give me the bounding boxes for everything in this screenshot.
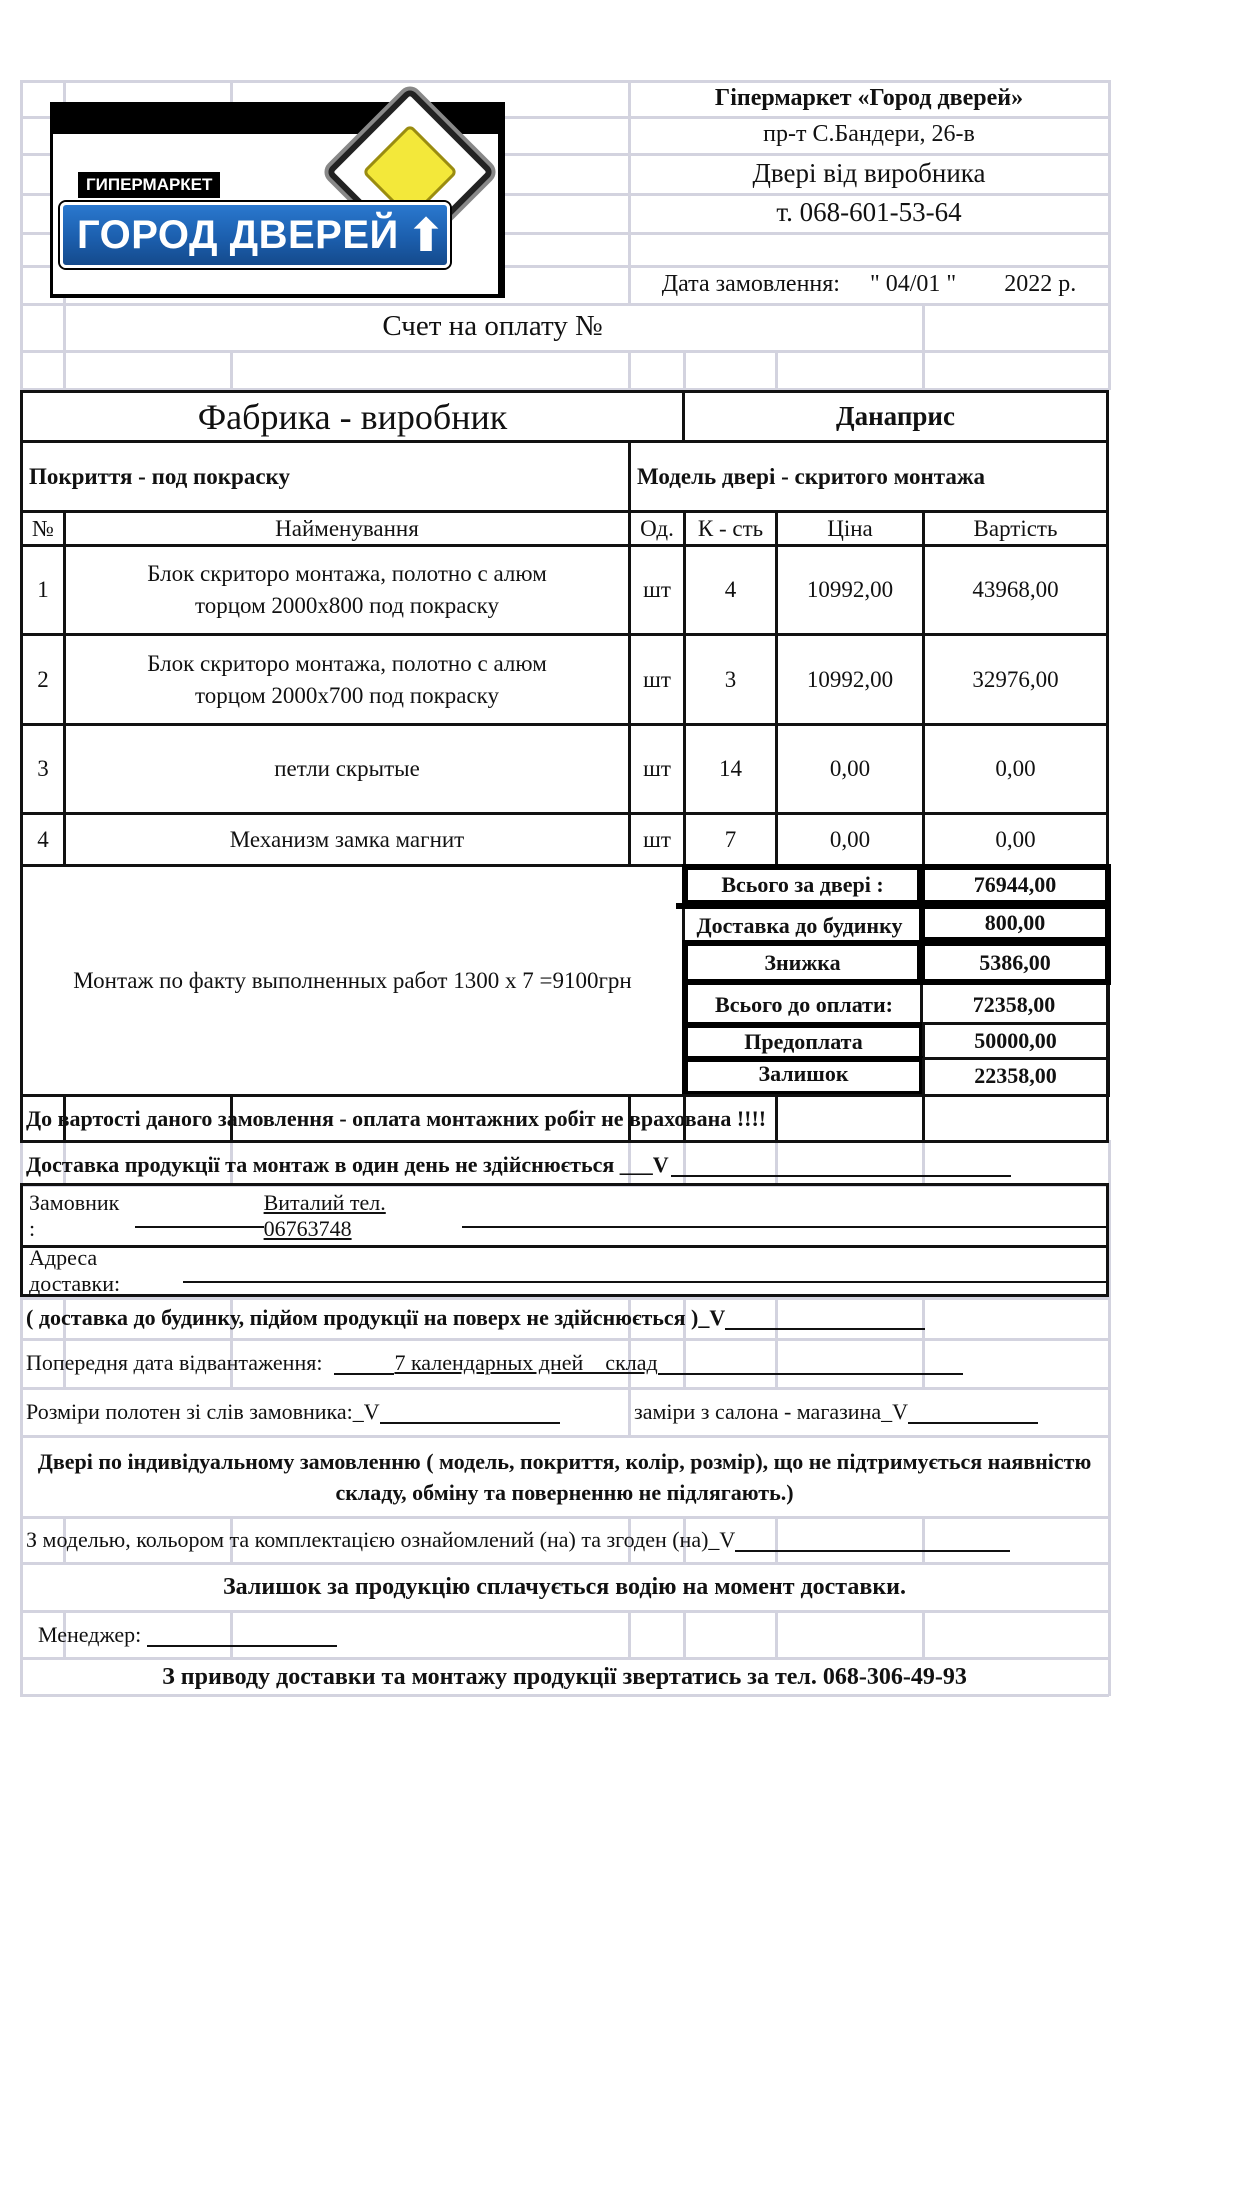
order-date-label: Дата замовлення:: [661, 270, 840, 297]
store-slogan: Двері від виробника: [752, 157, 986, 188]
row-unit: шт: [628, 723, 686, 815]
customer-label: Замовник :: [29, 1189, 120, 1241]
store-name: Гіпермаркет «Город дверей»: [714, 84, 1024, 111]
store-phone: т. 068-601-53-64: [776, 197, 962, 227]
manager-label: Менеджер:: [38, 1621, 142, 1647]
total-label: Всього до оплати:: [682, 985, 923, 1025]
row-total: 43968,00: [922, 544, 1109, 636]
total-value: 22358,00: [922, 1058, 1109, 1097]
row-price: 10992,00: [775, 633, 925, 726]
logo-brand-text: ГОРОД ДВЕРЕЙ: [77, 212, 399, 257]
order-date-row: [630, 265, 1108, 303]
row-qty: 3: [683, 633, 778, 726]
logo-brand-plate: [60, 202, 450, 268]
installation-note: Монтаж по факту выполненных работ 1300 х 7 =9100грн: [20, 864, 685, 1097]
row-number: 1: [20, 544, 66, 636]
row-price: 10992,00: [775, 544, 925, 636]
delivery-address-label: Адреса доставки:: [29, 1245, 121, 1296]
row-number: 2: [20, 633, 66, 726]
row-number: 3: [20, 723, 66, 815]
col-header-name: Найменування: [63, 510, 631, 547]
up-arrow-icon: ⬆: [406, 208, 446, 262]
total-value: 50000,00: [922, 1022, 1109, 1060]
sizes-customer-row: Розміри полотен зі слів замовника:_V: [26, 1389, 626, 1434]
coating-label: Покриття - под покраску: [20, 440, 631, 513]
col-header-qty: К - сть: [683, 510, 778, 547]
total-label: Залишок: [682, 1056, 923, 1097]
order-year: 2022 р.: [1004, 270, 1077, 297]
total-label: Предоплата: [682, 1022, 923, 1062]
factory-name: Данаприс: [682, 390, 1109, 443]
total-value: 72358,00: [922, 985, 1109, 1025]
total-label: Всього за двері :: [682, 864, 923, 906]
total-value: 800,00: [919, 903, 1111, 943]
no-lift-note: ( доставка до будинку, підйом продукції на поверх не здійснюється )_V: [26, 1299, 1106, 1337]
invoice-title: Счет на оплату №: [382, 310, 603, 342]
col-header-number: №: [20, 510, 66, 547]
row-qty: 7: [683, 812, 778, 867]
total-value: 76944,00: [919, 864, 1111, 906]
same-day-note: Доставка продукції та монтаж в один день не здійснюється ___V: [26, 1148, 1106, 1182]
row-name: Блок скриторо монтажа, полотно с алюм торцом 2000х700 под покраску: [63, 633, 631, 726]
shipping-date-value[interactable]: 7 календарных дней склад: [394, 1350, 658, 1375]
agreement-row: З моделью, кольором та комплектацією ознайомлений (на) та згоден (на)_V: [26, 1518, 1106, 1562]
store-address: пр-т С.Бандери, 26-в: [763, 121, 975, 147]
factory-label: Фабрика - виробник: [20, 390, 685, 443]
shipping-date-row: [26, 1340, 1106, 1386]
row-price: 0,00: [775, 812, 925, 867]
contact-note: З приводу доставки та монтажу продукції звертатись за тел. 068-306-49-93: [162, 1663, 967, 1690]
row-name: петли скрытые: [63, 723, 631, 815]
row-number: 4: [20, 812, 66, 867]
col-header-unit: Од.: [628, 510, 686, 547]
balance-driver-note: Залишок за продукцію сплачується водію на момент доставки.: [223, 1573, 906, 1600]
col-header-total: Вартість: [922, 510, 1109, 547]
col-header-price: Ціна: [775, 510, 925, 547]
total-value: 5386,00: [919, 940, 1111, 985]
row-unit: шт: [628, 544, 686, 636]
manager-signature-field[interactable]: [147, 1623, 337, 1647]
row-unit: шт: [628, 633, 686, 726]
installation-not-included-note: До вартості даного замовлення - оплата монтажних робіт не врахована !!!!: [26, 1105, 767, 1131]
row-qty: 14: [683, 723, 778, 815]
store-logo: [50, 102, 505, 298]
row-qty: 4: [683, 544, 778, 636]
custom-order-note: Двері по індивідуальному замовленню ( модель, покриття, колір, розмір), що не підтримується наявністю складу, обміну та поверненню не підлягають.): [37, 1448, 1092, 1505]
customer-value[interactable]: Виталий тел. 06763748: [263, 1189, 386, 1241]
row-name: Блок скриторо монтажа, полотно с алюм торцом 2000х800 под покраску: [63, 544, 631, 636]
logo-small-label: ГИПЕРМАРКЕТ: [78, 172, 220, 198]
customer-row: [20, 1183, 1109, 1248]
manager-row: [38, 1612, 538, 1657]
row-price: 0,00: [775, 723, 925, 815]
total-label: Знижка: [682, 940, 923, 985]
delivery-address-field[interactable]: [183, 1259, 1106, 1283]
row-total: 0,00: [922, 723, 1109, 815]
order-date-value[interactable]: " 04/01 ": [869, 270, 957, 297]
shipping-date-label: Попередня дата відвантаження:: [26, 1350, 323, 1375]
total-label: Доставка до будинку: [676, 903, 923, 943]
delivery-address-row: [20, 1245, 1109, 1297]
row-name: Механизм замка магнит: [63, 812, 631, 867]
model-label: Модель двері - скритого монтажа: [628, 440, 1109, 513]
row-total: 32976,00: [922, 633, 1109, 726]
row-unit: шт: [628, 812, 686, 867]
sizes-salon-row: заміри з салона - магазина_V: [634, 1389, 1104, 1434]
row-total: 0,00: [922, 812, 1109, 867]
